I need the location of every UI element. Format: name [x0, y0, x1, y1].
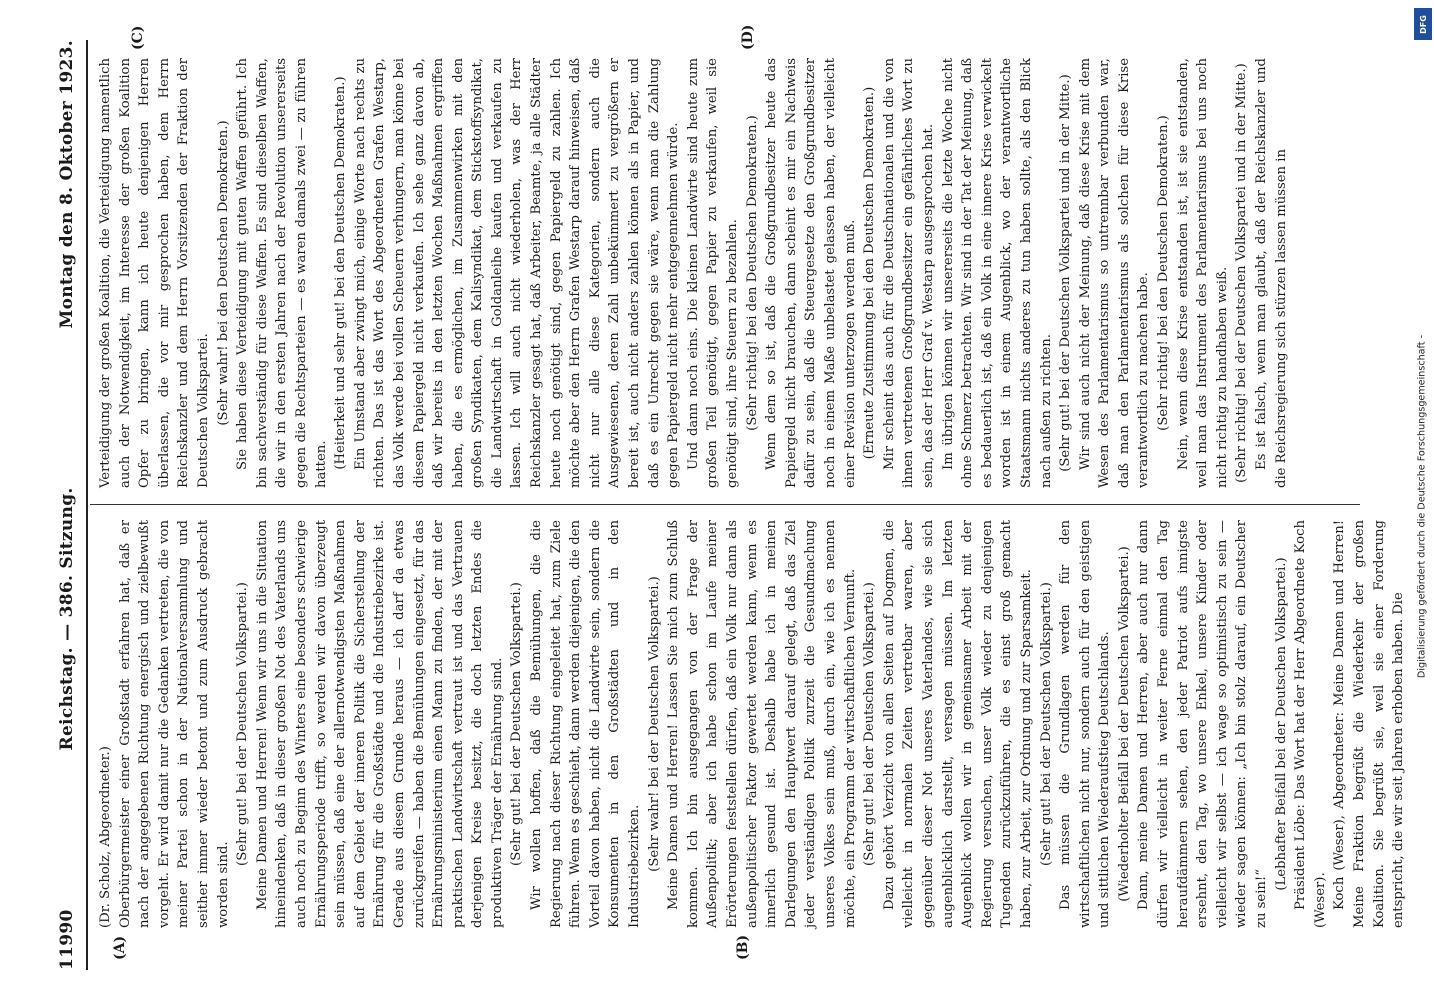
interjection: (Sehr wahr! bei der Deutschen Volkspartei.): [646, 576, 662, 872]
paragraph: Meine Damen und Herren! Lassen Sie mich zum Schluß kommen. Ich bin ausgegangen von der Frage der Außenpolitik; aber ich habe schon im Laufe meiner Erörterungen feststellen dürfen, daß ein Volk nur dann als außenpolitischer Faktor gewertet werden kann, wenn es innerlich gesund ist. Deshalb habe ich in meinen Darlegungen den Hauptwert darauf gelegt, daß das Ziel jeder verständigen Politik zurzeit die Gesundmachung unseres Volkes sein muß, durch ein, wie ich es nennen möchte, ein Programm der wirtschaftlichen Vernunft.: [666, 520, 858, 928]
interjection: (Heiterkeit und sehr gut! bei den Deutschen Demokraten.): [333, 76, 349, 470]
paragraph: Oberbürgermeister einer Großstadt erfahren hat, daß er nach der angegebenen Richtung energisch und zielbewußt vorgeht. Er wird damit nur die Gedanken vertreten, die von meiner Partei schon in der Nationalversammlung und seither immer wieder betont und zum Ausdruck gebracht worden sind.: [117, 520, 231, 928]
interjection: (Lebhafter Beifall bei der Deutschen Volkspartei.): [1273, 557, 1289, 891]
paragraph: Dann, meine Damen und Herren, aber auch nur dann dürfen wir vielleicht in weiter Ferne einmal den Tag heraufdämmern sehen, den jeder Patriot aufs innigste ersehnt, den Tag, wo unsere Enkel, unsere Kinder oder vielleicht wir selbst — ich wage so optimistisch zu sein — wieder sagen können: „Ich bin stolz darauf, ein Deutscher zu sein!“: [1136, 520, 1270, 928]
page-number: 11990: [57, 909, 77, 970]
paragraph: Wir sind auch nicht der Meinung, daß diese Krise mit dem Wesen des Parlamentarismus so untrennbar verbunden war, daß man den Parlamentarismus als solchen für diese Krise verantwortlich zu machen habe.: [1077, 58, 1152, 488]
paragraph: Es ist falsch, wenn man glaubt, daß der Reichskanzler und die Reichsregierung sich stürzen lassen müssen in: [1254, 58, 1289, 488]
rotated-document-page: [0, 10, 1407, 1000]
interjection: (Sehr gut! bei der Deutschen Volkspartei.): [235, 582, 251, 866]
paragraph: Das müssen die Grundlagen werden für den wirtschaftlichen nicht nur, sondern auch für den geistigen und sittlichen Wiederaufstieg Deutschlands.: [1058, 520, 1113, 928]
paragraph: Im übrigen können wir unsererseits die letzte Woche nicht ohne Schmerz betrachten. Wir sind in der Tat der Meinung, daß es bedauerlich ist, daß ein Volk in eine innere Krise verwickelt worden ist in einem Augenblick, wo der verantwortliche Staatsmann nichts anderes zu tun haben sollte, als den Blick nach außen zu richten.: [940, 58, 1054, 488]
interjection: (Erneute Zustimmung bei den Deutschen Demokraten.): [862, 86, 878, 460]
paragraph: Und dann noch eins. Die kleinen Landwirte sind heute zum großen Teil genötigt, gegen Papier zu verkaufen, weil sie genötigt sind, ihre Steuern zu bezahlen.: [685, 58, 740, 488]
paragraph: (Dr. Scholz, Abgeordneter.): [98, 746, 113, 928]
speaker-paragraph: Präsident Löbe: Das Wort hat der Herr Abgeordnete Koch (Weser).: [1293, 520, 1328, 928]
margin-marker-d: (D): [740, 24, 756, 50]
left-text-column: [96, 520, 1407, 928]
right-text-column: [96, 58, 1356, 488]
margin-marker-c: (C): [130, 25, 146, 50]
paragraph: Mir scheint das auch für die Deutschnationalen und die von ihnen vertretenen Großgrundbesitzer ein gefährliches Wort zu sein, das der Herr Graf v. Westarp ausgesprochen hat.: [881, 58, 936, 488]
paragraph: Wir wollen hoffen, daß die Bemühungen, die die Regierung nach dieser Richtung eingeleitet hat, zum Ziele führen. Wenn es geschieht, dann werden diejenigen, die den Vorteil davon haben, nicht die Landwirte sein, sondern die Konsumenten in den Großstädten und in den Industriebezirken.: [529, 520, 643, 928]
column-divider: [90, 504, 1360, 505]
paragraph: Nein, wenn diese Krise entstanden ist, ist sie entstanden, weil man das Instrument des Parlamentarismus bei uns noch nicht richtig zu handhaben weiß.: [1175, 58, 1230, 488]
paragraph: Dazu gehört Verzicht von allen Seiten auf Dogmen, die vielleicht in normalen Zeiten vertretbar waren, aber gegenüber dieser Not unseres Vaterlandes, wie sie sich augenblicklich darstellt, versagen müssen. Im letzten Augenblick wollen wir in gemeinsamer Arbeit mit der Regierung versuchen, unser Volk wieder zu denjenigen Tugenden zurückzuführen, die es einst groß gemacht haben, zur Arbeit, zur Ordnung und zur Sparsamkeit.: [881, 520, 1034, 928]
page-header: [52, 40, 82, 970]
interjection: (Sehr wahr! bei den Deutschen Demokraten.): [215, 120, 231, 426]
interjection: (Sehr gut! bei der Deutschen Volkspartei.): [509, 582, 525, 866]
paragraph: Wenn dem so ist, daß die Großgrundbesitzer heute das Papiergeld nicht brauchen, dann scheint es mir ein Nachweis dafür zu sein, daß die Steuergesetze den Großgrundbesitzer noch in einem Maße unbelastet gelassen haben, der vielleicht einer Revision unterzogen werden muß.: [764, 58, 858, 488]
interjection: (Sehr gut! bei der Deutschen Volkspartei.): [862, 582, 878, 866]
speaker-paragraph: Koch (Weser), Abgeordneter: Meine Damen und Herren! Meine Fraktion begrüßt die Wiederkehr der großen Koalition. Sie begrüßt sie, weil sie einer Forderung entspricht, die wir seit Jahren erhoben haben. Die: [1332, 520, 1407, 928]
margin-marker-b: (B): [735, 934, 751, 960]
interjection: (Sehr richtig! bei der Deutschen Volkspartei und in der Mitte.): [1234, 63, 1250, 483]
dfg-logo: DFG: [1414, 8, 1432, 40]
session-title: Reichstag. — 386. Sitzung.: [57, 487, 77, 751]
margin-marker-a: (A): [112, 935, 128, 960]
session-date: Montag den 8. Oktober 1923.: [57, 40, 77, 329]
interjection: (Sehr gut! bei der Deutschen Volkspartei.): [1038, 582, 1054, 866]
interjection: (Sehr richtig! bei den Deutschen Demokraten.): [744, 115, 760, 431]
paragraph: Meine Damen und Herren! Wenn wir uns in die Situation hineindenken, daß in dieser großen Not des Vaterlands uns auch noch zu Beginn des Winters eine besonders schwierige Ernährungsperiode trifft, so werden wir davon überzeugt sein müssen, daß eine der allernotwendigsten Maßnahmen auf dem Gebiet der inneren Politik die Sicherstellung der Ernährung für die Großstädte und die Industriebezirke ist. Gerade aus diesem Grunde heraus — ich darf da etwas zurückgreifen — haben die Bemühungen eingesetzt, für das Ernährungsministerium einen Mann zu finden, der mit der praktischen Landwirtschaft vertraut ist und das Vertrauen derjenigen Kreise besitzt, die doch letzten Endes die produktiven Träger der Ernährung sind.: [254, 520, 505, 928]
interjection: (Sehr gut! bei der Deutschen Volkspartei und in der Mitte.): [1058, 74, 1074, 472]
digitization-sidebar: [1412, 6, 1434, 1000]
paragraph: Verteidigung der großen Koalition, die Verteidigung namentlich auch der Notwendigkeit, im Interesse der großen Koalition Opfer zu bringen, kann ich heute denjenigen Herren überlassen, die vor mir gesprochen haben, dem Herrn Reichskanzler und dem Herrn Vorsitzenden der Fraktion der Deutschen Volkspartei.: [98, 58, 211, 488]
interjection: (Wiederholter Beifall bei der Deutschen Volkspartei.): [1116, 546, 1132, 902]
interjection: (Sehr richtig! bei den Deutschen Demokraten.): [1156, 115, 1172, 431]
header-rule: [86, 40, 88, 970]
digitization-credit: Digitalisierung gefördert durch die Deutsche Forschungsgemeinschaft -: [1416, 334, 1428, 679]
paragraph: Ein Umstand aber zwingt mich, einige Worte nach rechts zu richten. Das ist das Wort des Abgeordneten Grafen Westarp, das Volk werde bei vollen Scheuern verhungern, man könne bei diesem Papiergeld nicht verkaufen. Ich sehe ganz davon ab, daß wir bereits in den letzten Wochen Maßnahmen ergriffen haben, die es ermöglichen, im Zusammenwirken mit den großen Syndikaten, dem Kalisyndikat, dem Stickstoffsyndikat, die Landwirtschaft in Goldanleihe kaufen und verkaufen zu lassen. Ich will auch nicht wiederholen, was der Herr Reichskanzler gesagt hat, daß Arbeiter, Beamte, ja alle Städter heute noch genötigt sind, gegen Papiergeld zu zahlen. Ich möchte aber den Herrn Grafen Westarp darauf hinweisen, daß nicht nur alle diese Kategorien, sondern auch die Ausgewiesenen, deren Zahl unbekümmert zu vergrößern er bereit ist, auch nicht anders zahlen können als in Papier, und daß es ein Unrecht gegen sie wäre, wenn man die Zahlung gegen Papiergeld nicht mehr entgegennehmen würde.: [352, 58, 682, 488]
paragraph: Sie haben diese Verteidigung mit guten Waffen geführt. Ich bin sachverständig für diese Waffen. Es sind dieselben Waffen, die wir in den ersten Jahren nach der Revolution unsererseits gegen die Rechtsparteien — es waren damals zwei — zu führen hatten.: [235, 58, 329, 488]
